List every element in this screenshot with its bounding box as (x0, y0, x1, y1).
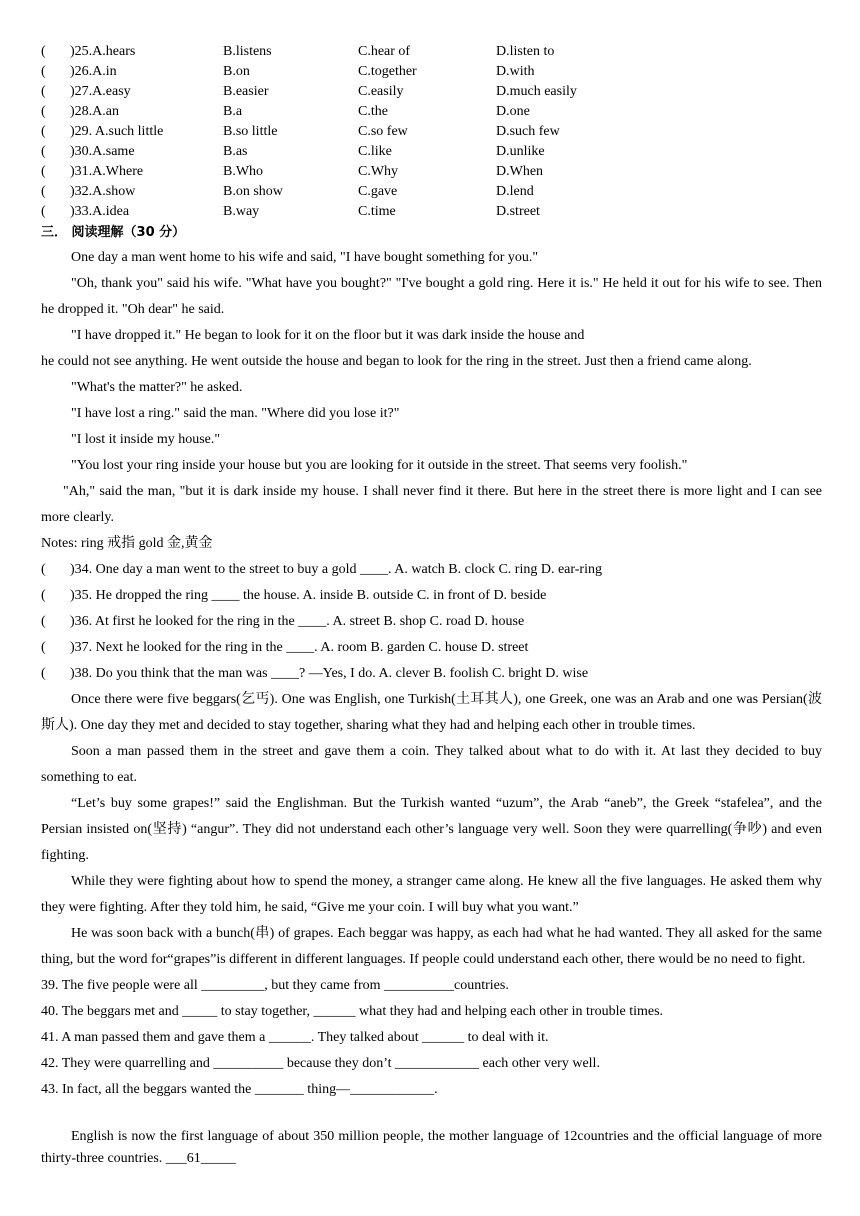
option-b: B.so little (223, 124, 278, 139)
option-d: D.lend (496, 184, 534, 199)
fill-question-42: 42. They were quarrelling and __________ because they don’t ____________ each other very well. (41, 1056, 600, 1071)
choice-row (41, 102, 821, 122)
paragraph: "You lost your ring inside your house but you are looking for it outside in the street. That seems very foolish." (71, 458, 688, 473)
paragraph: Soon a man passed them in the street and gave them a coin. They talked about what to do with it. At last they decided to buy something to eat. (41, 744, 822, 785)
question-38 (41, 661, 822, 687)
paragraph: "What's the matter?" he asked. (71, 380, 243, 395)
paragraph: While they were fighting about how to spend the money, a stranger came along. He knew all the five languages. He asked them why they were fighting. After they told him, he said, “Give me your coin. I will buy what you want.” (41, 874, 822, 915)
choice-row (41, 82, 821, 102)
paragraph (41, 1126, 822, 1170)
paragraph: Once there were five beggars(乞丐). One was English, one Turkish(土耳其人), one Greek, one was an Arab and one was Persian(波斯人). One day they met and decided to stay together, sharing what they had and helping each other in trouble times. (41, 692, 822, 733)
option-d: D.listen to (496, 44, 555, 59)
answer-bracket: ( (41, 614, 46, 629)
question-text: )37. Next he looked for the ring in the ____. A. room B. garden C. house D. street (70, 640, 529, 655)
option-b: B.a (223, 104, 243, 119)
paragraph: One day a man went home to his wife and said, "I have bought something for you." (71, 250, 539, 265)
option-b: B.listens (223, 44, 272, 59)
question-36 (41, 609, 822, 635)
option-d: D.street (496, 204, 540, 219)
paragraph: “Let’s buy some grapes!” said the Englishman. But the Turkish wanted “uzum”, the Arab “aneb”, the Greek “stafelea”, and the Persian insisted on(坚持) “angur”. They did not understand each other’s language very well. Soon they were quarrelling(争吵) and even fighting. (41, 796, 822, 863)
option-a: )27.A.easy (70, 84, 131, 99)
option-c: C.easily (358, 84, 404, 99)
option-b: B.on show (223, 184, 283, 199)
fill-question-43: 43. In fact, all the beggars wanted the _______ thing—____________. (41, 1082, 438, 1097)
question-text: )36. At first he looked for the ring in the ____. A. street B. shop C. road D. house (70, 614, 525, 629)
question-text: )38. Do you think that the man was ____? —Yes, I do. A. clever B. foolish C. bright D. wise (70, 666, 589, 681)
choice-row (41, 142, 821, 162)
answer-bracket: ( (41, 666, 46, 681)
option-a: )32.A.show (70, 184, 136, 199)
option-d: D.with (496, 64, 535, 79)
paragraph-text: English is now the first language of about 350 million people, the mother language of 12countries and the official language of more thirty-three countries. (41, 1129, 822, 1166)
fill-question-39: 39. The five people were all _________, but they came from __________countries. (41, 978, 509, 993)
fill-question-40: 40. The beggars met and _____ to stay together, ______ what they had and helping each other in trouble times. (41, 1004, 664, 1019)
option-c: C.so few (358, 124, 408, 139)
answer-bracket: ( (41, 104, 46, 119)
option-b: B.as (223, 144, 248, 159)
answer-bracket: ( (41, 184, 46, 199)
option-a: )31.A.Where (70, 164, 144, 179)
section-title: 三． 阅读理解（30 分） (41, 225, 186, 240)
question-text: )35. He dropped the ring ____ the house. A. inside B. outside C. in front of D. beside (70, 588, 547, 603)
option-c: C.together (358, 64, 417, 79)
choice-row (41, 182, 821, 202)
question-34 (41, 557, 822, 583)
option-c: C.Why (358, 164, 399, 179)
answer-bracket: ( (41, 204, 46, 219)
choice-row (41, 62, 821, 82)
option-b: B.way (223, 204, 260, 219)
option-d: D.such few (496, 124, 560, 139)
option-a: )26.A.in (70, 64, 117, 79)
reading-passage-3 (41, 1126, 822, 1170)
answer-bracket: ( (41, 64, 46, 79)
blank-61: ___61_____ (165, 1151, 236, 1166)
option-d: D.unlike (496, 144, 545, 159)
reading-passage-1 (41, 245, 822, 1103)
answer-bracket: ( (41, 144, 46, 159)
answer-bracket: ( (41, 124, 46, 139)
vocabulary-notes: Notes: ring 戒指 gold 金,黄金 (41, 536, 213, 551)
option-d: D.one (496, 104, 530, 119)
answer-bracket: ( (41, 562, 46, 577)
option-b: B.easier (223, 84, 269, 99)
option-c: C.the (358, 104, 388, 119)
answer-bracket: ( (41, 44, 46, 59)
question-35 (41, 583, 822, 609)
option-b: B.Who (223, 164, 264, 179)
paragraph: He was soon back with a bunch(串) of grapes. Each beggar was happy, as each had what he had wanted. They all asked for the same thing, but the word for“grapes”is different in different languages. If people could understand each other, there would be no need to fight. (41, 926, 822, 967)
choice-row (41, 122, 821, 142)
option-b: B.on (223, 64, 250, 79)
option-d: D.much easily (496, 84, 577, 99)
question-text: )34. One day a man went to the street to buy a gold ____. A. watch B. clock C. ring D. ear-ring (70, 562, 602, 577)
answer-bracket: ( (41, 588, 46, 603)
fill-question-41: 41. A man passed them and gave them a ______. They talked about ______ to deal with it. (41, 1030, 549, 1045)
option-a: )25.A.hears (70, 44, 136, 59)
option-c: C.time (358, 204, 396, 219)
paragraph: "I have lost a ring." said the man. "Where did you lose it?" (71, 406, 400, 421)
choice-row (41, 202, 821, 222)
option-a: )28.A.an (70, 104, 119, 119)
option-c: C.like (358, 144, 392, 159)
option-a: )30.A.same (70, 144, 135, 159)
answer-bracket: ( (41, 640, 46, 655)
paragraph: he could not see anything. He went outside the house and began to look for the ring in the street. Just then a friend came along. (41, 354, 752, 369)
option-c: C.hear of (358, 44, 411, 59)
paragraph: "I have dropped it." He began to look for it on the floor but it was dark inside the house and (71, 328, 585, 343)
option-a: )29. A.such little (70, 124, 164, 139)
option-a: )33.A.idea (70, 204, 130, 219)
paragraph: "Oh, thank you" said his wife. "What have you bought?" "I've bought a gold ring. Here it is." He held it out for his wife to see. Then he dropped it. "Oh dear" he said. (41, 276, 822, 317)
paragraph: "Ah," said the man, "but it is dark inside my house. I shall never find it there. But here in the street there is more light and I can see more clearly. (41, 484, 822, 525)
answer-bracket: ( (41, 84, 46, 99)
choice-row (41, 42, 821, 62)
answer-bracket: ( (41, 164, 46, 179)
question-37 (41, 635, 822, 661)
paragraph: "I lost it inside my house." (71, 432, 221, 447)
option-d: D.When (496, 164, 544, 179)
choice-row (41, 162, 821, 182)
option-c: C.gave (358, 184, 398, 199)
